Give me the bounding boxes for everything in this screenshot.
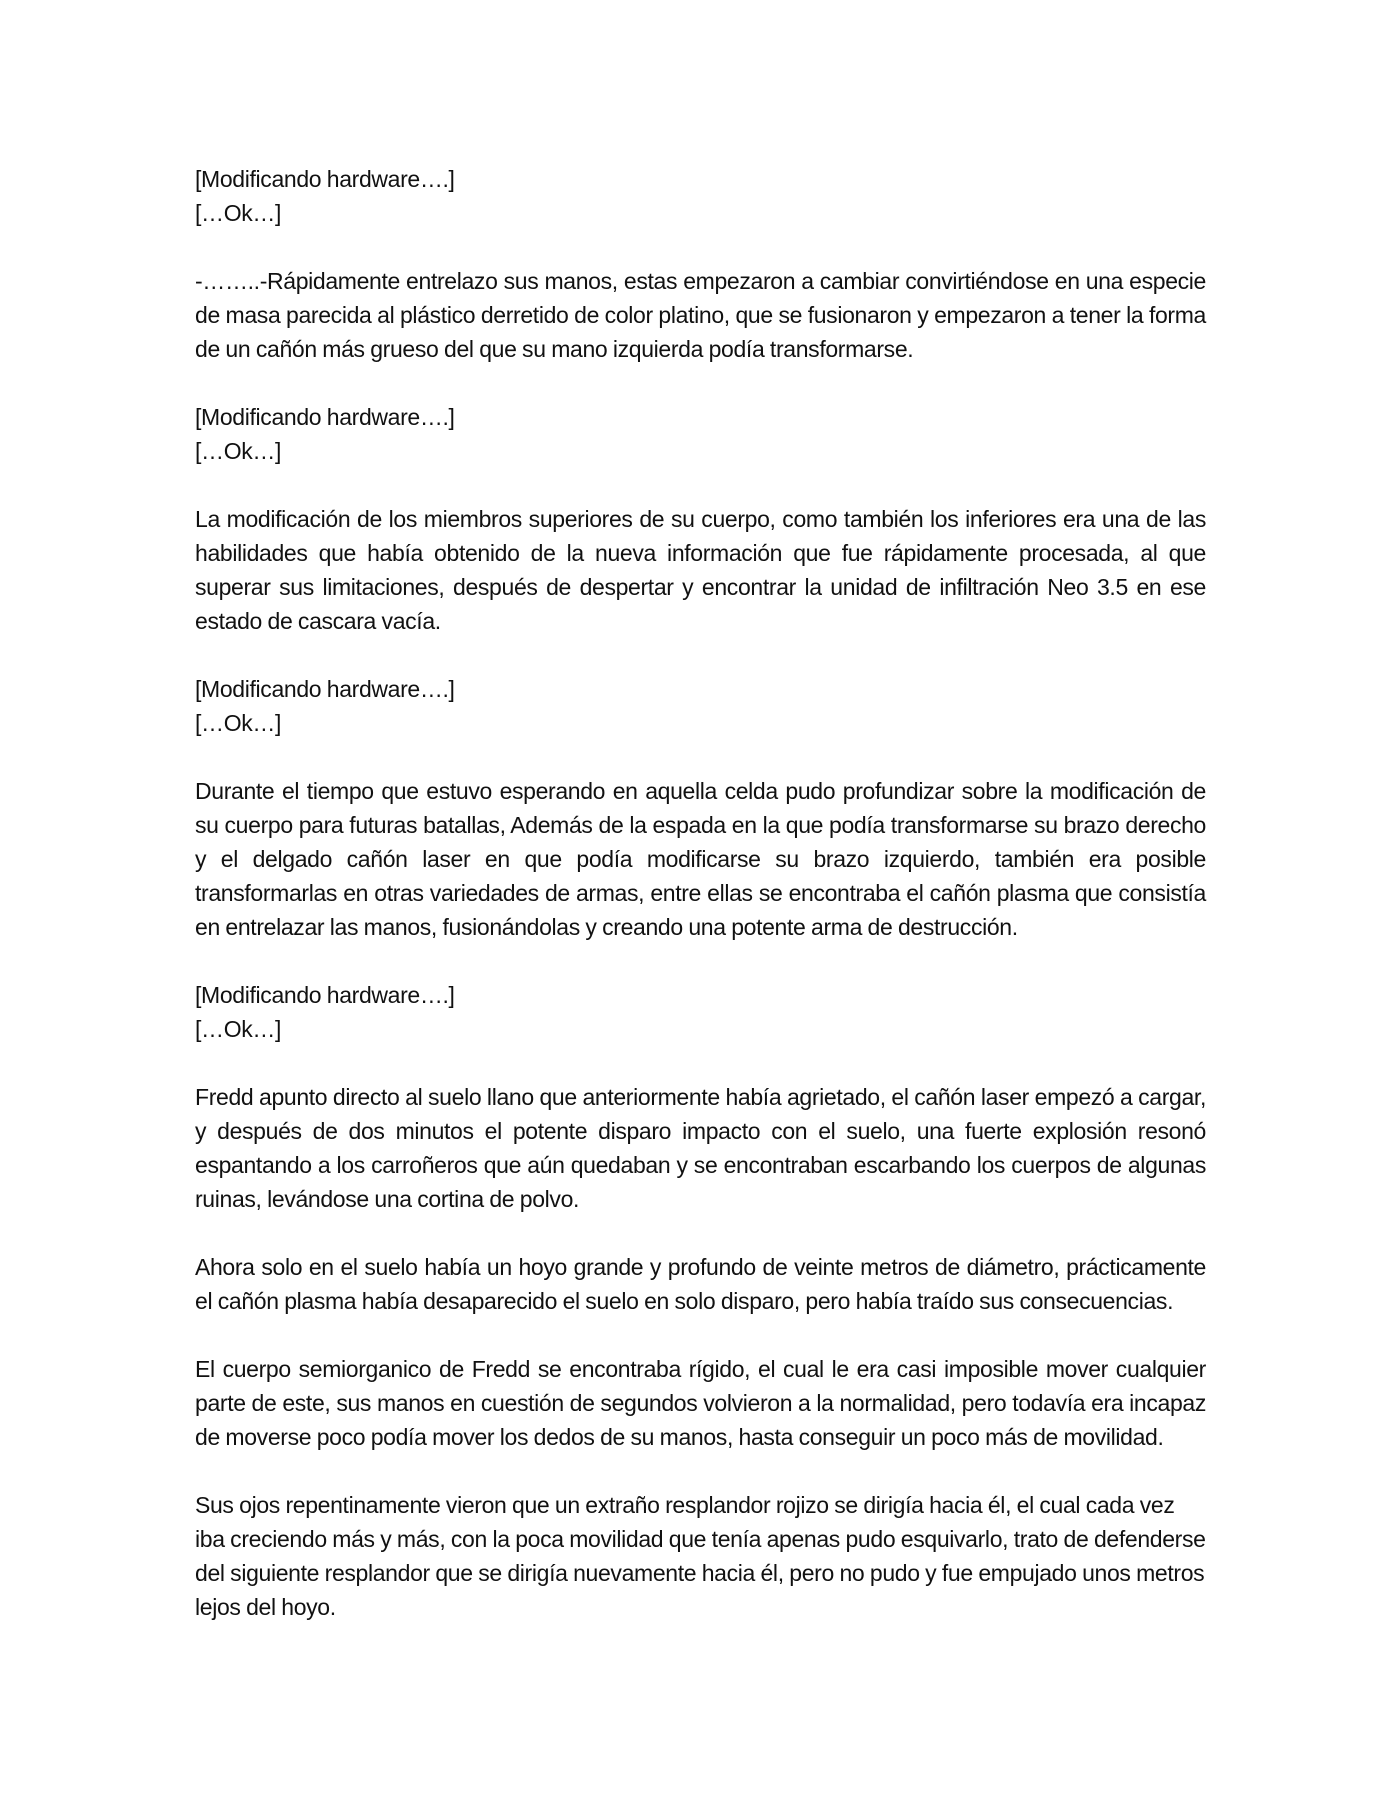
system-message-result: […Ok…] xyxy=(195,710,282,736)
system-message xyxy=(195,400,1206,468)
system-message-result: […Ok…] xyxy=(195,438,282,464)
system-message xyxy=(195,162,1206,230)
system-message-status: [Modificando hardware….] xyxy=(195,404,455,430)
system-message-status: [Modificando hardware….] xyxy=(195,676,455,702)
paragraph: La modificación de los miembros superiores de su cuerpo, como también los inferiores era una de las habilidades que había obtenido de la nueva información que fue rápidamente procesada, al que superar sus limitaciones, después de despertar y encontrar la unidad de infiltración Neo 3.5 en ese estado de cascara vacía. xyxy=(195,506,1206,634)
system-message-result: […Ok…] xyxy=(195,200,282,226)
paragraph: Durante el tiempo que estuvo esperando en aquella celda pudo profundizar sobre la modificación de su cuerpo para futuras batallas, Además de la espada en la que podía transformarse su brazo derecho y el delgado cañón laser en que podía modificarse su brazo izquierdo, también era posible transformarlas en otras variedades de armas, entre ellas se encontraba el cañón plasma que consistía en entrelazar las manos, fusionándolas y creando una potente arma de destrucción. xyxy=(195,778,1206,940)
paragraph: Fredd apunto directo al suelo llano que anteriormente había agrietado, el cañón laser empezó a cargar, y después de dos minutos el potente disparo impacto con el suelo, una fuerte explosión resonó espantando a los carroñeros que aún quedaban y se encontraban escarbando los cuerpos de algunas ruinas, levándose una cortina de polvo. xyxy=(195,1084,1206,1212)
system-message-status: [Modificando hardware….] xyxy=(195,166,455,192)
paragraph: El cuerpo semiorganico de Fredd se encontraba rígido, el cual le era casi imposible mover cualquier parte de este, sus manos en cuestión de segundos volvieron a la normalidad, pero todavía era incapaz de moverse poco podía mover los dedos de su manos, hasta conseguir un poco más de movilidad. xyxy=(195,1356,1206,1450)
paragraph: Ahora solo en el suelo había un hoyo grande y profundo de veinte metros de diámetro, prácticamente el cañón plasma había desaparecido el suelo en solo disparo, pero había traído sus consecuencias. xyxy=(195,1254,1206,1314)
system-message xyxy=(195,672,1206,740)
system-message-result: […Ok…] xyxy=(195,1016,282,1042)
paragraph: Sus ojos repentinamente vieron que un extraño resplandor rojizo se dirigía hacia él, el cual cada vez iba creciendo más y más, con la poca movilidad que tenía apenas pudo esquivarlo, trato de defenderse del siguiente resplandor que se dirigía nuevamente hacia él, pero no pudo y fue empujado unos metros lejos del hoyo. xyxy=(195,1492,1206,1620)
system-message-status: [Modificando hardware….] xyxy=(195,982,455,1008)
document-body xyxy=(195,162,1206,1658)
paragraph: -……..-Rápidamente entrelazo sus manos, estas empezaron a cambiar convirtiéndose en una especie de masa parecida al plástico derretido de color platino, que se fusionaron y empezaron a tener la forma de un cañón más grueso del que su mano izquierda podía transformarse. xyxy=(195,268,1206,362)
system-message xyxy=(195,978,1206,1046)
